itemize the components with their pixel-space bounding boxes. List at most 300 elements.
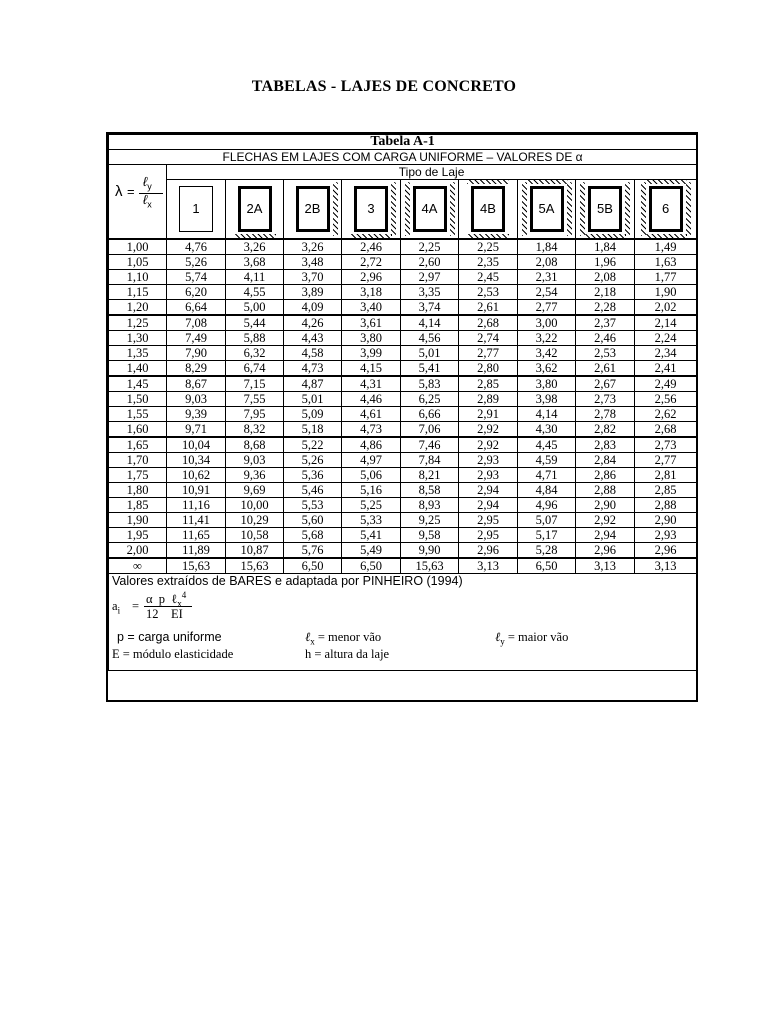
- alpha-value: 2,28: [576, 300, 635, 316]
- alpha-value: 4,86: [342, 437, 401, 453]
- alpha-value: 3,35: [401, 285, 459, 300]
- alpha-value: 2,96: [459, 543, 518, 559]
- alpha-value: 5,17: [518, 528, 576, 543]
- lambda-value: 1,35: [109, 346, 167, 361]
- alpha-value: 1,63: [635, 255, 697, 270]
- table-row: [109, 376, 697, 392]
- alpha-value: 7,06: [401, 422, 459, 438]
- alpha-value: 2,94: [459, 483, 518, 498]
- alpha-value: 2,49: [635, 376, 697, 392]
- alpha-value: 1,77: [635, 270, 697, 285]
- alpha-value: 9,25: [401, 513, 459, 528]
- alpha-value: 3,13: [576, 558, 635, 574]
- slab-diagram-2b: [296, 186, 330, 232]
- alpha-value: 3,99: [342, 346, 401, 361]
- alpha-value: 2,85: [635, 483, 697, 498]
- alpha-value: 2,90: [635, 513, 697, 528]
- table-row: [109, 558, 697, 574]
- alpha-value: 2,54: [518, 285, 576, 300]
- alpha-value: 3,70: [284, 270, 342, 285]
- alpha-value: 5,36: [284, 468, 342, 483]
- alpha-value: 7,95: [226, 407, 284, 422]
- alpha-value: 2,45: [459, 270, 518, 285]
- alpha-value: 2,80: [459, 361, 518, 377]
- alpha-value: 11,89: [167, 543, 226, 559]
- alpha-value: 5,33: [342, 513, 401, 528]
- alpha-value: 10,00: [226, 498, 284, 513]
- lambda-value: 1,45: [109, 376, 167, 392]
- support-hatch: [467, 234, 509, 239]
- lambda-value: 1,65: [109, 437, 167, 453]
- alpha-value: 2,61: [459, 300, 518, 316]
- alpha-value: 2,97: [401, 270, 459, 285]
- alpha-value: 10,91: [167, 483, 226, 498]
- alpha-value: 3,98: [518, 392, 576, 407]
- alpha-value: 7,90: [167, 346, 226, 361]
- lambda-value: 1,05: [109, 255, 167, 270]
- alpha-value: 2,96: [576, 543, 635, 559]
- alpha-value: 6,50: [342, 558, 401, 574]
- support-hatch: [333, 182, 338, 236]
- support-hatch: [567, 182, 572, 236]
- alpha-value: 2,93: [635, 528, 697, 543]
- table-row: [109, 498, 697, 513]
- slab-diagram-1: [179, 186, 213, 232]
- alpha-value: 2,31: [518, 270, 576, 285]
- alpha-value: 2,72: [342, 255, 401, 270]
- alpha-value: 5,88: [226, 331, 284, 346]
- slab-type-5a: [518, 180, 576, 240]
- support-hatch: [391, 182, 396, 236]
- alpha-value: 4,61: [342, 407, 401, 422]
- alpha-value: 3,40: [342, 300, 401, 316]
- lambda-header: λ = ℓ$_y$ ℓ$_x$: [109, 165, 167, 240]
- lambda-value: 1,40: [109, 361, 167, 377]
- alpha-value: 2,88: [576, 483, 635, 498]
- table-row: [109, 392, 697, 407]
- slab-diagram-4b: [471, 186, 505, 232]
- alpha-value: 9,39: [167, 407, 226, 422]
- lambda-symbol: λ: [115, 183, 123, 200]
- alpha-value: 5,01: [401, 346, 459, 361]
- slab-type-4a: [401, 180, 459, 240]
- alpha-value: 6,25: [401, 392, 459, 407]
- alpha-value: 7,49: [167, 331, 226, 346]
- alpha-value: 4,26: [284, 315, 342, 331]
- alpha-value: 11,65: [167, 528, 226, 543]
- table-subtitle: FLECHAS EM LAJES COM CARGA UNIFORME – VALORES DE α: [109, 150, 697, 165]
- alpha-value: 5,74: [167, 270, 226, 285]
- table-row: [109, 407, 697, 422]
- alpha-value: 3,80: [342, 331, 401, 346]
- alpha-value: 2,61: [576, 361, 635, 377]
- alpha-value: 2,95: [459, 528, 518, 543]
- alpha-value: 10,29: [226, 513, 284, 528]
- alpha-value: 4,97: [342, 453, 401, 468]
- alpha-value: 4,76: [167, 239, 226, 255]
- alpha-value: 8,29: [167, 361, 226, 377]
- alpha-value: 2,24: [635, 331, 697, 346]
- alpha-value: 2,93: [459, 453, 518, 468]
- alpha-value: 5,53: [284, 498, 342, 513]
- alpha-value: 5,76: [284, 543, 342, 559]
- table-footer: [109, 574, 697, 671]
- alpha-value: 5,00: [226, 300, 284, 316]
- alpha-value: 3,22: [518, 331, 576, 346]
- alpha-value: 11,41: [167, 513, 226, 528]
- alpha-value: 3,61: [342, 315, 401, 331]
- alpha-value: 4,30: [518, 422, 576, 438]
- lambda-value: 1,80: [109, 483, 167, 498]
- table-row: [109, 331, 697, 346]
- alpha-value: 3,89: [284, 285, 342, 300]
- support-hatch: [467, 179, 509, 184]
- alpha-value: 5,09: [284, 407, 342, 422]
- alpha-value: 5,28: [518, 543, 576, 559]
- alpha-value: 2,08: [518, 255, 576, 270]
- alpha-value: 9,58: [401, 528, 459, 543]
- slab-type-label: 2A: [246, 201, 263, 216]
- slab-type-2a: [226, 180, 284, 240]
- alpha-value: 2,60: [401, 255, 459, 270]
- alpha-value: 10,58: [226, 528, 284, 543]
- slab-type-label: 6: [661, 201, 670, 216]
- alpha-value: 2,93: [459, 468, 518, 483]
- alpha-value: 2,62: [635, 407, 697, 422]
- page-title: TABELAS - LAJES DE CONCRETO: [251, 78, 517, 95]
- alpha-value: 5,44: [226, 315, 284, 331]
- alpha-value: 4,46: [342, 392, 401, 407]
- alpha-value: 4,09: [284, 300, 342, 316]
- alpha-value: 3,74: [401, 300, 459, 316]
- lambda-value: 1,50: [109, 392, 167, 407]
- alpha-value: 2,83: [576, 437, 635, 453]
- legend-e: E = módulo elasticidade: [112, 647, 234, 661]
- alpha-value: 4,73: [284, 361, 342, 377]
- alpha-value: 5,49: [342, 543, 401, 559]
- support-hatch: [526, 179, 568, 184]
- slab-type-6: [635, 180, 697, 240]
- alpha-value: 2,94: [459, 498, 518, 513]
- alpha-value: 10,34: [167, 453, 226, 468]
- table-row: [109, 453, 697, 468]
- table-row: [109, 285, 697, 300]
- alpha-value: 4,73: [342, 422, 401, 438]
- alpha-value: 4,43: [284, 331, 342, 346]
- slab-type-3: [342, 180, 401, 240]
- lambda-value: 1,00: [109, 239, 167, 255]
- alpha-value: 5,41: [401, 361, 459, 377]
- support-hatch: [350, 234, 392, 239]
- alpha-value: 5,01: [284, 392, 342, 407]
- alpha-value: 2,77: [518, 300, 576, 316]
- lambda-value: 1,55: [109, 407, 167, 422]
- alpha-value: 1,90: [635, 285, 697, 300]
- alpha-value: 4,31: [342, 376, 401, 392]
- slab-diagram-4a: [413, 186, 447, 232]
- alpha-value: 2,96: [342, 270, 401, 285]
- lambda-value: 1,85: [109, 498, 167, 513]
- support-hatch: [625, 182, 630, 236]
- alpha-value: 2,46: [576, 331, 635, 346]
- alpha-value: 2,34: [635, 346, 697, 361]
- alpha-value: 6,50: [518, 558, 576, 574]
- alpha-value: 2,68: [635, 422, 697, 438]
- alpha-value: 4,58: [284, 346, 342, 361]
- slab-type-label: 2B: [304, 201, 321, 216]
- alpha-value: 15,63: [226, 558, 284, 574]
- table-row: [109, 270, 697, 285]
- alpha-value: 2,73: [635, 437, 697, 453]
- alpha-value: 5,60: [284, 513, 342, 528]
- alpha-value: 4,96: [518, 498, 576, 513]
- legend-ly: ℓ$_y$ = maior vão: [495, 630, 569, 647]
- alpha-value: 5,83: [401, 376, 459, 392]
- lambda-value: 1,70: [109, 453, 167, 468]
- support-hatch: [641, 182, 646, 236]
- alpha-value: 9,36: [226, 468, 284, 483]
- alpha-value: 2,88: [635, 498, 697, 513]
- alpha-value: 6,50: [284, 558, 342, 574]
- slab-diagram-5a: [530, 186, 564, 232]
- alpha-value: 7,08: [167, 315, 226, 331]
- table-row: [109, 437, 697, 453]
- alpha-value: 2,25: [459, 239, 518, 255]
- alpha-value: 2,92: [576, 513, 635, 528]
- table-row: [109, 315, 697, 331]
- alpha-value: 8,58: [401, 483, 459, 498]
- slab-diagram-6: [649, 186, 683, 232]
- alpha-value: 5,41: [342, 528, 401, 543]
- alpha-value: 2,96: [635, 543, 697, 559]
- alpha-value: 8,68: [226, 437, 284, 453]
- lambda-value: ∞: [109, 558, 167, 574]
- alpha-value: 2,02: [635, 300, 697, 316]
- alpha-value: 7,46: [401, 437, 459, 453]
- alpha-value: 5,16: [342, 483, 401, 498]
- alpha-value: 4,11: [226, 270, 284, 285]
- alpha-value: 4,71: [518, 468, 576, 483]
- alpha-value: 3,68: [226, 255, 284, 270]
- alpha-value: 5,25: [342, 498, 401, 513]
- table-row: [109, 528, 697, 543]
- alpha-value: 2,37: [576, 315, 635, 331]
- lambda-value: 1,10: [109, 270, 167, 285]
- alpha-value: 2,86: [576, 468, 635, 483]
- legend-p: p = carga uniforme: [117, 630, 222, 644]
- alpha-value: 2,82: [576, 422, 635, 438]
- legend-lx: ℓ$_x$ = menor vão: [305, 630, 382, 647]
- alpha-value: 15,63: [167, 558, 226, 574]
- alpha-value: 1,96: [576, 255, 635, 270]
- alpha-value: 4,15: [342, 361, 401, 377]
- alpha-value: 9,03: [167, 392, 226, 407]
- alpha-value: 10,04: [167, 437, 226, 453]
- slab-type-label: 4B: [480, 201, 496, 216]
- alpha-value: 5,18: [284, 422, 342, 438]
- alpha-value: 2,92: [459, 422, 518, 438]
- table-row: [109, 422, 697, 438]
- alpha-value: 4,55: [226, 285, 284, 300]
- table-row: [109, 513, 697, 528]
- table-row: [109, 483, 697, 498]
- alpha-value: 3,80: [518, 376, 576, 392]
- support-hatch: [580, 182, 585, 236]
- slab-type-1: [167, 180, 226, 240]
- alpha-value: 8,93: [401, 498, 459, 513]
- lambda-value: 2,00: [109, 543, 167, 559]
- support-hatch: [522, 182, 527, 236]
- alpha-value: 1,49: [635, 239, 697, 255]
- alpha-value: 2,53: [576, 346, 635, 361]
- alpha-value: 3,00: [518, 315, 576, 331]
- alpha-value: 6,64: [167, 300, 226, 316]
- alpha-value: 2,67: [576, 376, 635, 392]
- alpha-value: 2,53: [459, 285, 518, 300]
- alpha-value: 7,84: [401, 453, 459, 468]
- support-hatch: [584, 234, 626, 239]
- alpha-value: 15,63: [401, 558, 459, 574]
- alpha-value: 2,68: [459, 315, 518, 331]
- alpha-value: 2,92: [459, 437, 518, 453]
- alpha-value: 5,26: [284, 453, 342, 468]
- slab-type-4b: [459, 180, 518, 240]
- alpha-value: 4,84: [518, 483, 576, 498]
- slab-type-label: 1: [192, 201, 200, 216]
- lambda-value: 1,75: [109, 468, 167, 483]
- alpha-value: 2,81: [635, 468, 697, 483]
- alpha-value: 1,84: [518, 239, 576, 255]
- alpha-value: 2,25: [401, 239, 459, 255]
- lambda-value: 1,20: [109, 300, 167, 316]
- alpha-value: 7,15: [226, 376, 284, 392]
- deflection-formula: $a_i$ = α p ℓ$_x^4$ 12 EI: [112, 590, 202, 624]
- alpha-value: 2,14: [635, 315, 697, 331]
- alpha-value: 2,46: [342, 239, 401, 255]
- legend-h: h = altura da laje: [305, 647, 390, 661]
- alpha-value: 5,07: [518, 513, 576, 528]
- alpha-value: 9,71: [167, 422, 226, 438]
- slab-diagram-2a: [238, 186, 272, 232]
- source-note: Valores extraídos de BARES e adaptada por PINHEIRO (1994): [112, 574, 463, 588]
- support-hatch: [405, 182, 410, 236]
- table-title: Tabela A-1: [109, 135, 697, 150]
- slab-type-2b: [284, 180, 342, 240]
- alpha-value: 5,26: [167, 255, 226, 270]
- alpha-value: 8,32: [226, 422, 284, 438]
- table-row: [109, 543, 697, 559]
- table-row: [109, 361, 697, 377]
- alpha-value: 9,90: [401, 543, 459, 559]
- slab-diagram-5b: [588, 186, 622, 232]
- tipo-de-laje-label: Tipo de Laje: [167, 165, 697, 180]
- slab-diagram-3: [354, 186, 388, 232]
- alpha-value: 2,94: [576, 528, 635, 543]
- alpha-value: 2,91: [459, 407, 518, 422]
- deflection-table: [108, 134, 697, 671]
- alpha-value: 2,84: [576, 453, 635, 468]
- alpha-value: 8,67: [167, 376, 226, 392]
- alpha-value: 9,03: [226, 453, 284, 468]
- alpha-value: 2,73: [576, 392, 635, 407]
- alpha-value: 6,74: [226, 361, 284, 377]
- table-row: [109, 239, 697, 255]
- alpha-value: 1,84: [576, 239, 635, 255]
- alpha-value: 4,45: [518, 437, 576, 453]
- alpha-value: 4,14: [401, 315, 459, 331]
- alpha-value: 4,59: [518, 453, 576, 468]
- alpha-value: 3,48: [284, 255, 342, 270]
- support-hatch: [450, 182, 455, 236]
- slab-type-5b: [576, 180, 635, 240]
- alpha-value: 6,32: [226, 346, 284, 361]
- alpha-value: 11,16: [167, 498, 226, 513]
- alpha-value: 7,55: [226, 392, 284, 407]
- alpha-value: 10,62: [167, 468, 226, 483]
- alpha-value: 2,56: [635, 392, 697, 407]
- alpha-value: 5,46: [284, 483, 342, 498]
- alpha-value: 10,87: [226, 543, 284, 559]
- alpha-value: 9,69: [226, 483, 284, 498]
- table-row: [109, 255, 697, 270]
- alpha-value: 3,62: [518, 361, 576, 377]
- alpha-value: 2,18: [576, 285, 635, 300]
- table-row: [109, 346, 697, 361]
- alpha-value: 2,41: [635, 361, 697, 377]
- alpha-value: 6,20: [167, 285, 226, 300]
- alpha-value: 2,89: [459, 392, 518, 407]
- alpha-value: 3,26: [226, 239, 284, 255]
- support-hatch: [686, 182, 691, 236]
- alpha-value: 3,18: [342, 285, 401, 300]
- lambda-value: 1,90: [109, 513, 167, 528]
- alpha-value: 3,26: [284, 239, 342, 255]
- alpha-value: 5,06: [342, 468, 401, 483]
- alpha-value: 4,87: [284, 376, 342, 392]
- alpha-value: 6,66: [401, 407, 459, 422]
- slab-type-label: 5A: [538, 201, 555, 216]
- alpha-value: 2,77: [459, 346, 518, 361]
- alpha-value: 2,35: [459, 255, 518, 270]
- alpha-value: 3,13: [459, 558, 518, 574]
- alpha-value: 3,42: [518, 346, 576, 361]
- lambda-value: 1,60: [109, 422, 167, 438]
- lambda-value: 1,25: [109, 315, 167, 331]
- alpha-value: 5,68: [284, 528, 342, 543]
- lambda-value: 1,15: [109, 285, 167, 300]
- alpha-value: 2,78: [576, 407, 635, 422]
- slab-type-label: 3: [367, 201, 375, 216]
- alpha-value: 3,13: [635, 558, 697, 574]
- table-row: [109, 468, 697, 483]
- alpha-value: 4,56: [401, 331, 459, 346]
- alpha-value: 2,77: [635, 453, 697, 468]
- alpha-value: 2,90: [576, 498, 635, 513]
- alpha-value: 2,95: [459, 513, 518, 528]
- alpha-value: 4,14: [518, 407, 576, 422]
- support-hatch: [645, 179, 687, 184]
- alpha-value: 8,21: [401, 468, 459, 483]
- table-row: [109, 300, 697, 316]
- support-hatch: [234, 234, 276, 239]
- alpha-value: 2,85: [459, 376, 518, 392]
- alpha-value: 2,08: [576, 270, 635, 285]
- lambda-value: 1,30: [109, 331, 167, 346]
- slab-type-label: 4A: [421, 201, 438, 216]
- slab-type-label: 5B: [597, 201, 613, 216]
- lambda-value: 1,95: [109, 528, 167, 543]
- support-hatch: [645, 234, 687, 239]
